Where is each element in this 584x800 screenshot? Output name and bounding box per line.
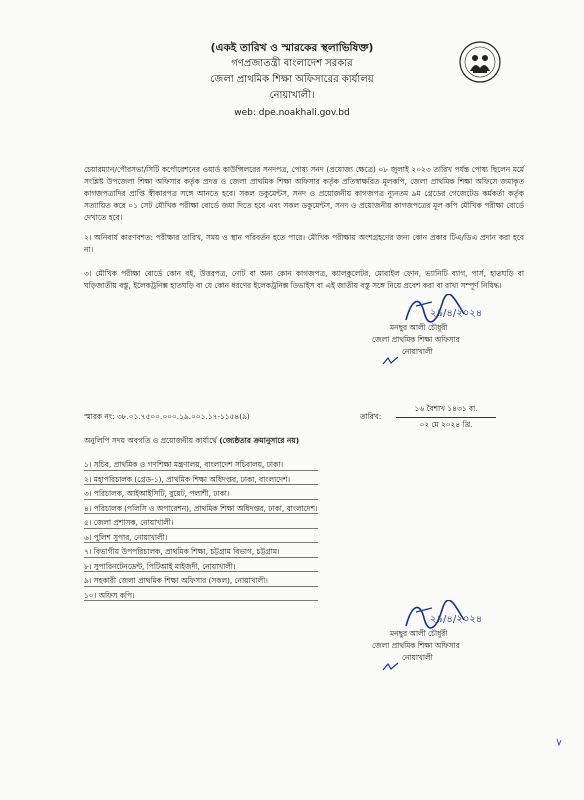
- paragraph-3: ৩। মৌখিক পরীক্ষা বোর্ডে কোন বই, উত্তরপত্র, নোট বা অন্য কোন কাগজপত্র, ক্যালকুলেটর, মোবাইল ফোন, ভ্যানিটি ব্যাগ, পার্স, হাতঘড়ি বা ঘড়িজাতীয় বস্তু, ইলেকট্রনিক্স হাতঘড়ি বা যে কোন ধরণের ইলেকট্রনিক্স ডিভাইস বা এই জাতীয় বস্তু সঙ্গে নিয়ে প্রবেশ করা বা রাখা সম্পূর্ণ নিষিদ্ধ।: [84, 269, 524, 290]
- copy-intro-text: অনুলিপি সদয় অবগতি ও প্রয়োজনীয় কার্যার্থে: [84, 436, 220, 445]
- date-english: ০২ মে ২০২৪ খ্রি.: [419, 420, 473, 429]
- list-item: ৬। পুলিশ সুপার, নোয়াখালী।: [84, 531, 318, 546]
- signature-date-2: ২৯/৪/২০২৪: [430, 614, 483, 625]
- list-item: ৮। সুপারিনটেনডেন্ট, পিটিআই মাইজদী, নোয়াখালী।: [84, 560, 318, 575]
- signature-block-1: [372, 308, 522, 358]
- signatory-name-1: মনছুর আলী চৌধুরী: [390, 323, 448, 332]
- list-item: ২। মহাপরিচালক (গ্রেড-১), প্রাথমিক শিক্ষা অধিদপ্তর, ঢাকা, বাংলাদেশ।: [84, 473, 318, 488]
- date-bangla: ১৬ বৈশাখ ১৪৩১ বা.: [396, 404, 496, 418]
- letterhead: [0, 40, 584, 121]
- header-line-1: (একই তারিখ ও স্মারকের স্থলাভিষিক্ত): [210, 42, 374, 54]
- letter-body: [84, 164, 524, 300]
- list-item: ৯। সহকারী জেলা প্রাথমিক শিক্ষা অফিসার (সকল), নোয়াখালী।: [84, 574, 318, 589]
- signatory-place-2: নোয়াখালী: [402, 653, 433, 662]
- signature-date-1: ২৯/৪/২০২৪: [430, 308, 483, 319]
- initial-mark-icon: [382, 662, 400, 672]
- header-line-3: জেলা প্রাথমিক শিক্ষা অফিসারের কার্যালয়: [210, 74, 374, 85]
- paragraph-2: ২। অনিবার্য কারণবশত: পরীক্ষার তারিখ, সময় ও স্থান পরিবর্তন হতে পারে। মৌখিক পরীক্ষায় অংশগ্রহণের জন্য কোন প্রকার টিএ/ডিএ প্রদান করা হবে না।: [84, 233, 524, 254]
- memo-date: [360, 404, 496, 432]
- list-item: ৪। পরিচালক (পলিসি ও অপারেশন), প্রাথমিক শিক্ষা অধিদপ্তর, ঢাকা, বাংলাদেশ।: [84, 502, 318, 517]
- memo-number: স্মারক নং: ৩৮.০১.৭৫০০.০০০.১৯.০০১.১৭-১১৫৪(৯): [84, 412, 250, 421]
- copy-intro-note: (জ্যেষ্ঠতার ক্রমানুসারে নয়): [219, 436, 300, 445]
- signatory-name-2: মনছুর আলী চৌধুরী: [390, 629, 448, 638]
- signatory-designation-1: জেলা প্রাথমিক শিক্ষা অফিসার: [372, 335, 460, 344]
- distribution-list: [84, 458, 318, 603]
- date-label: তারিখ:: [360, 412, 382, 421]
- header-line-2: গণপ্রজাতন্ত্রী বাংলাদেশ সরকার: [231, 58, 353, 69]
- website-link[interactable]: web: dpe.noakhali.gov.bd: [234, 108, 350, 118]
- list-item: ১। সচিব, প্রাথমিক ও গণশিক্ষা মন্ত্রণালয়, বাংলাদেশ সচিবালয়, ঢাকা।: [84, 458, 318, 473]
- paragraph-1: চেয়ারম্যান/পৌরসভা/সিটি কর্পোরেশনের ওয়ার্ড কাউন্সিলরের সনদপত্র, পোষ্য সনদ (প্রযোজ্য ক্ষেত্রে) ০৮ জুলাই ২০২৩ তারিখ পর্যন্ত পোষ্য ছিলেন মর্মে সংশ্লিষ্ট উপজেলা শিক্ষা অফিসার কর্তৃক প্রদত্ত ও জেলা প্রাথমিক শিক্ষা অফিসার কর্তৃক প্রতিস্বাক্ষরিত মূলকপি, জেলা প্রাথমিক শিক্ষা অফিসে জমাকৃত কাগজপত্রাদির প্রাপ্তি স্বীকারপত্র সঙ্গে আনতে হবে। সকল ডকুমেন্টস, সনদ ও প্রয়োজনীয় কাগজপত্র ন্যূনতম ৯ম গ্রেডের গেজেটেড কর্মকর্তা কর্তৃক সত্যায়িত করে ০১ সেট মৌখিক পরীক্ষা বোর্ডে জমা দিতে হবে এবং সকল ডকুমেন্টস, সনদ ও প্রয়োজনীয় কাগজপত্রের মূল কপি মৌখিক পরীক্ষা বোর্ডে দেখাতে হবে।: [84, 165, 524, 222]
- list-item: ৩। পরিচালক, আইআইসিটি, বুয়েট, পলাশী, ঢাকা।: [84, 487, 318, 502]
- list-item: ৫। জেলা প্রশাসক, নোয়াখালী।: [84, 516, 318, 531]
- header-line-4: নোয়াখালী।: [269, 90, 315, 101]
- initial-mark-icon: [382, 356, 400, 366]
- list-item: ১০। অফিস কপি।: [84, 589, 318, 604]
- signatory-designation-2: জেলা প্রাথমিক শিক্ষা অফিসার: [372, 641, 460, 650]
- copy-intro: [84, 436, 299, 448]
- list-item: ৭। বিভাগীয় উপপরিচালক, প্রাথমিক শিক্ষা, চট্টগ্রাম বিভাগ, চট্টগ্রাম।: [84, 545, 318, 560]
- signature-block-2: [372, 614, 522, 664]
- pen-mark-icon: [556, 738, 562, 746]
- signatory-place-1: নোয়াখালী: [402, 347, 433, 356]
